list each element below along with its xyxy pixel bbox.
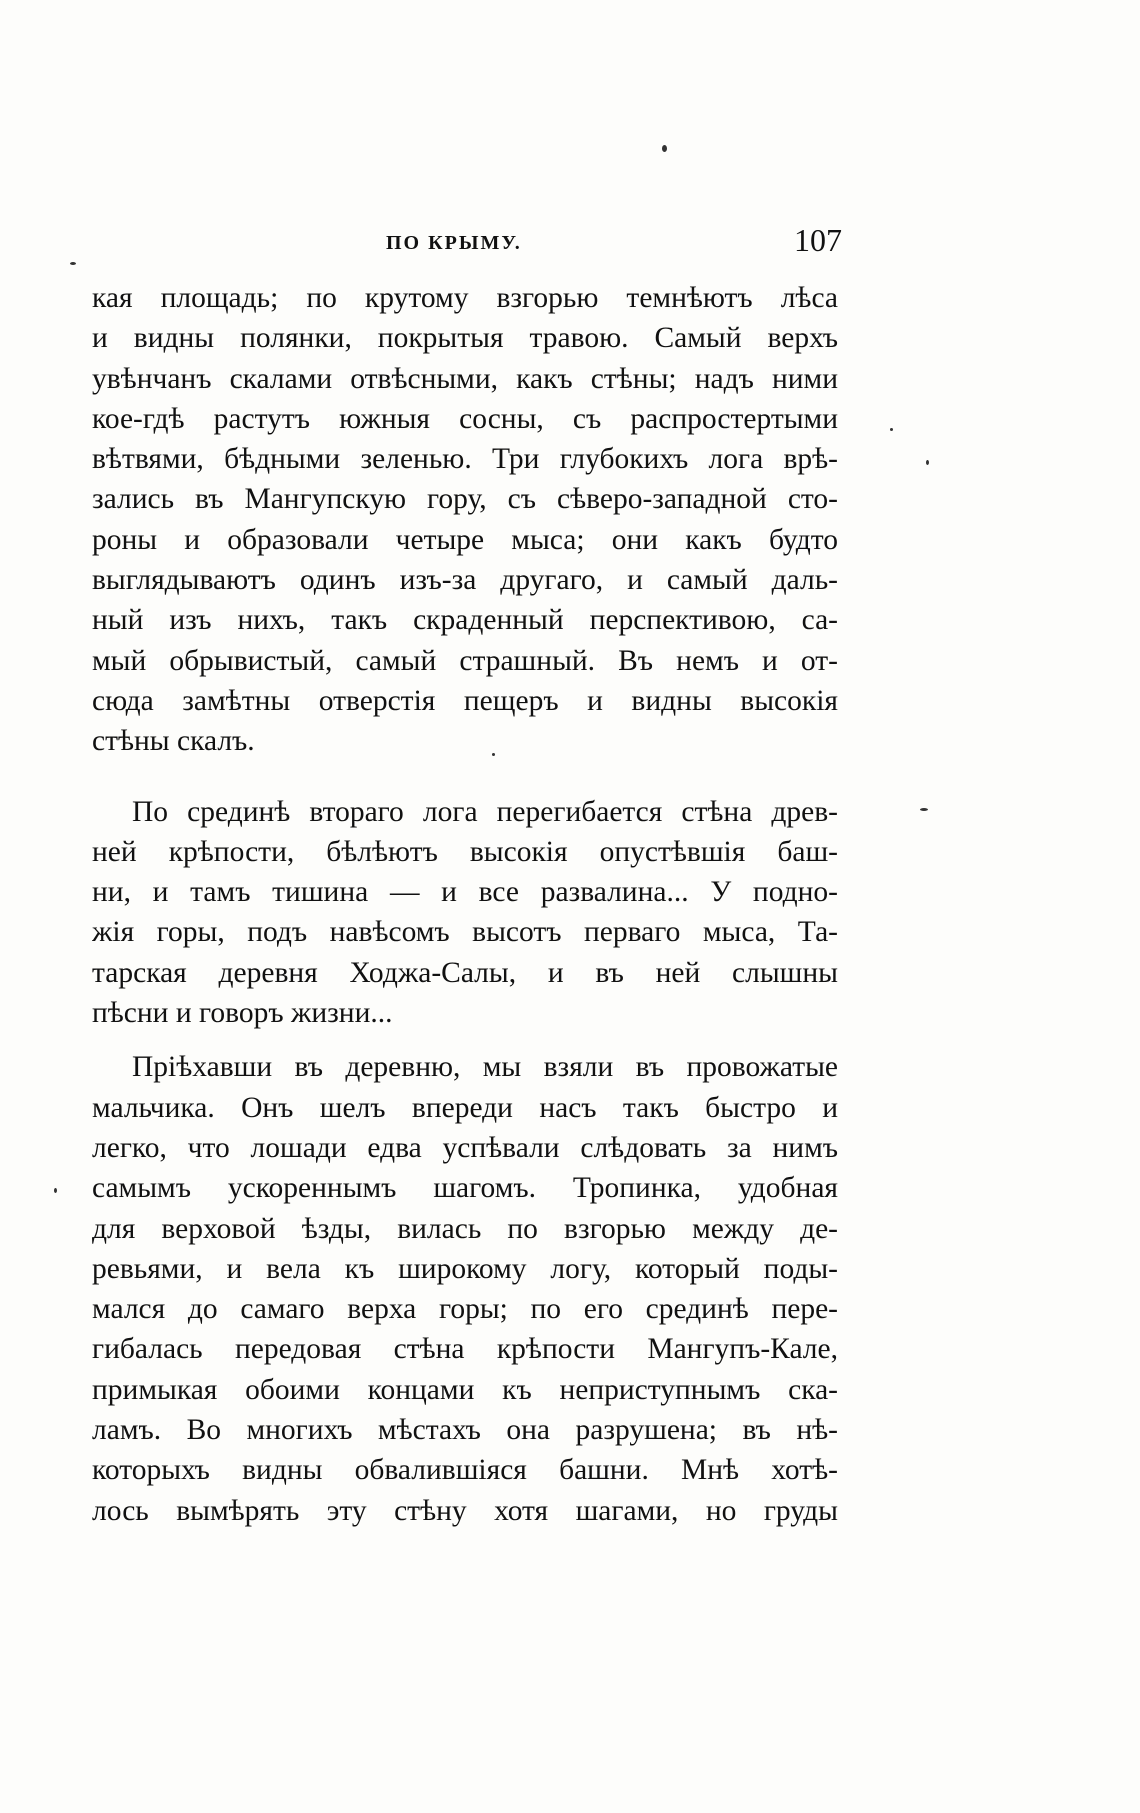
text-line: жія горы, подъ навѣсомъ высотъ перваго мыса, Та- (92, 916, 838, 949)
text-line: легко, что лошади едва успѣвали слѣдовать за нимъ (92, 1131, 838, 1164)
text-line: ней крѣпости, бѣлѣютъ высокія опустѣвшія баш- (92, 835, 838, 868)
text-line: стѣны скалъ. (92, 725, 255, 758)
text-line: увѣнчанъ скалами отвѣсными, какъ стѣны; надъ ними (92, 362, 838, 395)
paragraph (92, 278, 838, 762)
scan-speck (70, 262, 76, 265)
text-line: ни, и тамъ тишина — и все развалина... У подно- (92, 876, 838, 909)
text-line: роны и образовали четыре мыса; они какъ будто (92, 523, 838, 556)
text-line: вѣтвями, бѣдными зеленью. Три глубокихъ лога врѣ- (92, 443, 838, 476)
text-line: сюда замѣтны отверстія пещеръ и видны высокія (92, 684, 838, 717)
text-line: Пріѣхавши въ деревню, мы взяли въ провожатые (132, 1051, 838, 1084)
paragraph (92, 792, 838, 1034)
scan-speck (926, 460, 929, 465)
text-line: пѣсни и говоръ жизни... (92, 997, 393, 1030)
text-line: лось вымѣрять эту стѣну хотя шагами, но груды (92, 1494, 838, 1527)
text-line: зались въ Мангупскую гору, съ сѣверо-западной сто- (92, 483, 838, 516)
page-header (90, 222, 842, 272)
running-head: ПО КРЫМУ. (386, 232, 522, 254)
page-number: 107 (794, 222, 842, 258)
body-text (92, 278, 838, 1531)
paragraph-gap (92, 762, 838, 792)
text-line: самымъ ускореннымъ шагомъ. Тропинка, удобная (92, 1172, 838, 1205)
text-line: ный изъ нихъ, такъ скраденный перспективою, са- (92, 604, 838, 637)
text-line: мался до самаго верха горы; по его срединѣ пере- (92, 1293, 838, 1326)
text-line: ламъ. Во многихъ мѣстахъ она разрушена; въ нѣ- (92, 1414, 838, 1447)
paragraph (92, 1047, 838, 1531)
scan-speck (920, 808, 928, 811)
text-line: которыхъ видны обвалившіяся башни. Мнѣ хотѣ- (92, 1454, 838, 1487)
scan-speck (890, 428, 893, 431)
text-line: мальчика. Онъ шелъ впереди насъ такъ быстро и (92, 1091, 838, 1124)
text-line: По срединѣ втораго лога перегибается стѣна древ- (132, 795, 838, 828)
scan-speck (662, 145, 667, 152)
text-line: тарская деревня Ходжа-Салы, и въ ней слышны (92, 956, 838, 989)
paragraph-gap (92, 1033, 838, 1047)
text-line: ревьями, и вела къ широкому логу, который поды- (92, 1252, 838, 1285)
text-line: для верховой ѣзды, вилась по взгорью между де- (92, 1212, 838, 1245)
scan-speck (54, 1188, 57, 1193)
text-line: кое-гдѣ растутъ южныя сосны, съ распростертыми (92, 402, 838, 435)
text-line: выглядываютъ одинъ изъ-за другаго, и самый даль- (92, 564, 838, 597)
text-line: кая площадь; по крутому взгорью темнѣютъ лѣса (92, 282, 838, 314)
text-line: мый обрывистый, самый страшный. Въ немъ и от- (92, 644, 838, 677)
text-line: примыкая обоими концами къ неприступнымъ ска- (92, 1373, 838, 1406)
text-line: и видны полянки, покрытыя травою. Самый верхъ (92, 322, 838, 355)
text-line: гибалась передовая стѣна крѣпости Мангупъ-Кале, (92, 1333, 838, 1366)
